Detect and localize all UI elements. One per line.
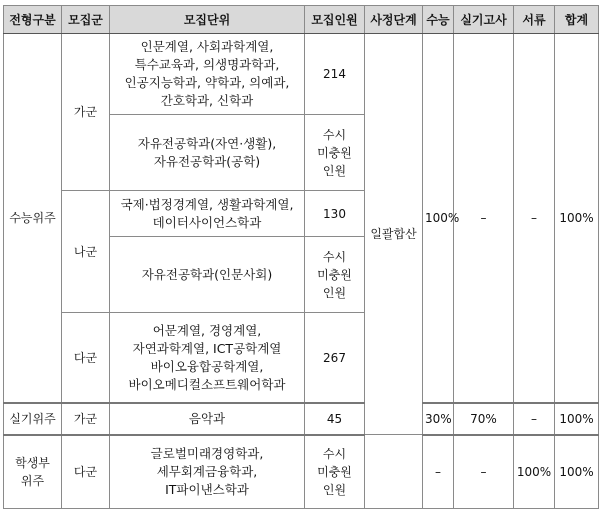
count-cell: 214 xyxy=(305,34,365,115)
suneung-cell: 100% xyxy=(423,34,454,404)
count-cell: 수시 미충원 인원 xyxy=(305,115,365,191)
header-practical: 실기고사 xyxy=(454,6,514,34)
track-cell: 실기위주 xyxy=(4,403,62,435)
documents-cell: – xyxy=(514,403,555,435)
group-cell: 가군 xyxy=(62,34,110,191)
unit-cell: 국제·법정경계열, 생활과학계열, 데이터사이언스학과 xyxy=(110,190,305,236)
unit-cell: 자유전공학과(자연·생활), 자유전공학과(공학) xyxy=(110,115,305,191)
unit-cell: 자유전공학과(인문사회) xyxy=(110,237,305,313)
table-row xyxy=(4,403,599,435)
group-cell: 가군 xyxy=(62,403,110,435)
header-group: 모집군 xyxy=(62,6,110,34)
group-cell: 다군 xyxy=(62,313,110,404)
header-suneung: 수능 xyxy=(423,6,454,34)
header-total: 합계 xyxy=(555,6,599,34)
documents-cell: – xyxy=(514,34,555,404)
track-cell: 학생부 위주 xyxy=(4,435,62,509)
header-documents: 서류 xyxy=(514,6,555,34)
total-cell: 100% xyxy=(555,435,599,509)
table-header-row xyxy=(4,6,599,34)
practical-cell: 70% xyxy=(454,403,514,435)
count-cell: 45 xyxy=(305,403,365,435)
table-row xyxy=(4,435,599,509)
admission-quota-table xyxy=(3,5,599,509)
track-cell: 수능위주 xyxy=(4,34,62,404)
header-stage: 사정단계 xyxy=(365,6,423,34)
count-cell: 수시 미충원 인원 xyxy=(305,435,365,509)
practical-cell: – xyxy=(454,435,514,509)
unit-cell: 음악과 xyxy=(110,403,305,435)
count-cell: 267 xyxy=(305,313,365,404)
total-cell: 100% xyxy=(555,403,599,435)
group-cell: 다군 xyxy=(62,435,110,509)
header-track: 전형구분 xyxy=(4,6,62,34)
practical-cell: – xyxy=(454,34,514,404)
stage-cell-blank xyxy=(365,435,423,509)
total-cell: 100% xyxy=(555,34,599,404)
group-cell: 나군 xyxy=(62,190,110,312)
header-count: 모집인원 xyxy=(305,6,365,34)
count-cell: 수시 미충원 인원 xyxy=(305,237,365,313)
suneung-cell: 30% xyxy=(423,403,454,435)
stage-cell: 일괄합산 xyxy=(365,34,423,435)
table-row xyxy=(4,34,599,115)
suneung-cell: – xyxy=(423,435,454,509)
unit-cell: 어문계열, 경영계열, 자연과학계열, ICT공학계열 바이오융합공학계열, 바이오메디컬소프트웨어학과 xyxy=(110,313,305,404)
count-cell: 130 xyxy=(305,190,365,236)
unit-cell: 인문계열, 사회과학계열, 특수교육과, 의생명과학과, 인공지능학과, 약학과, 의예과, 간호학과, 신학과 xyxy=(110,34,305,115)
unit-cell: 글로벌미래경영학과, 세무회계금융학과, IT파이낸스학과 xyxy=(110,435,305,509)
documents-cell: 100% xyxy=(514,435,555,509)
header-unit: 모집단위 xyxy=(110,6,305,34)
